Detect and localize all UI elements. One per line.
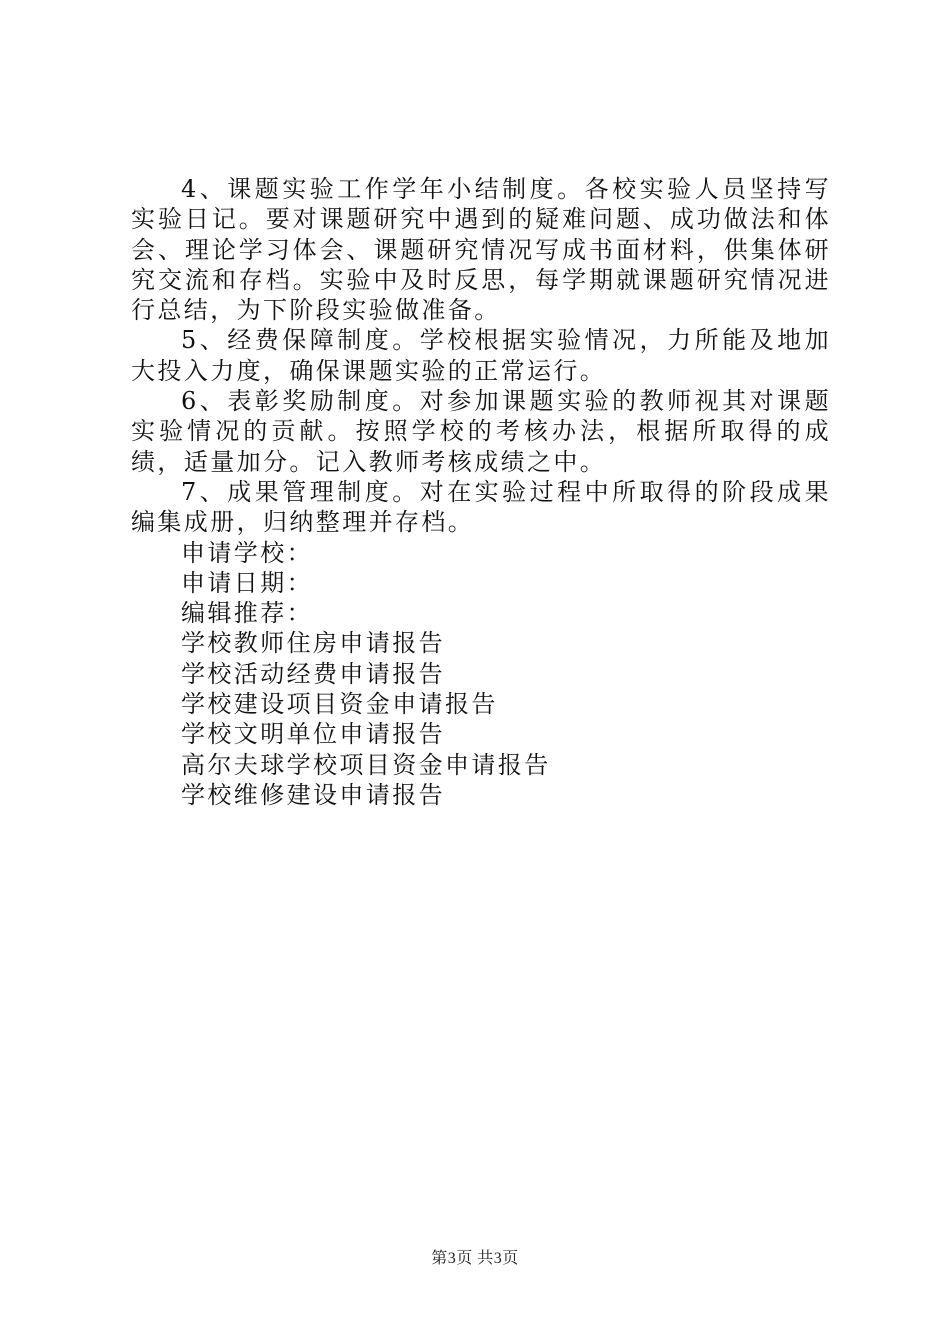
- paragraph-lab-summary-system: 4、课题实验工作学年小结制度。各校实验人员坚持写实验日记。要对课题研究中遇到的疑难问题、成功做法和体会、理论学习体会、课题研究情况写成书面材料，供集体研究交流和存档。实验中及时反思，每学期就课题研究情况进行总结，为下阶段实验做准备。: [131, 175, 831, 325]
- recommend-link-construction-funds[interactable]: 学校建设项目资金申请报告: [181, 690, 498, 719]
- recommend-link-activity-funding[interactable]: 学校活动经费申请报告: [181, 659, 445, 688]
- paragraph-funding-system: 5、经费保障制度。学校根据实验情况，力所能及地加大投入力度，确保课题实验的正常运行。: [131, 326, 831, 385]
- page-number-footer: 第3页 共3页: [431, 1250, 519, 1267]
- recommend-heading: 编辑推荐：: [181, 599, 313, 628]
- paragraph-reward-system: 6、表彰奖励制度。对参加课题实验的教师视其对课题实验情况的贡献。按照学校的考核办法，根据所取得的成绩，适量加分。记入教师考核成绩之中。: [131, 387, 831, 476]
- recommend-link-repair-construction[interactable]: 学校维修建设申请报告: [181, 780, 445, 809]
- recommend-link-golf-school[interactable]: 高尔夫球学校项目资金申请报告: [181, 750, 551, 779]
- application-date-label: 申请日期：: [181, 568, 313, 597]
- recommend-link-teacher-housing[interactable]: 学校教师住房申请报告: [181, 629, 445, 658]
- applicant-school-label: 申请学校：: [181, 538, 313, 567]
- document-body: [131, 174, 831, 810]
- recommend-link-civilized-unit[interactable]: 学校文明单位申请报告: [181, 720, 445, 749]
- paragraph-results-management: 7、成果管理制度。对在实验过程中所取得的阶段成果编集成册，归纳整理并存档。: [131, 477, 831, 537]
